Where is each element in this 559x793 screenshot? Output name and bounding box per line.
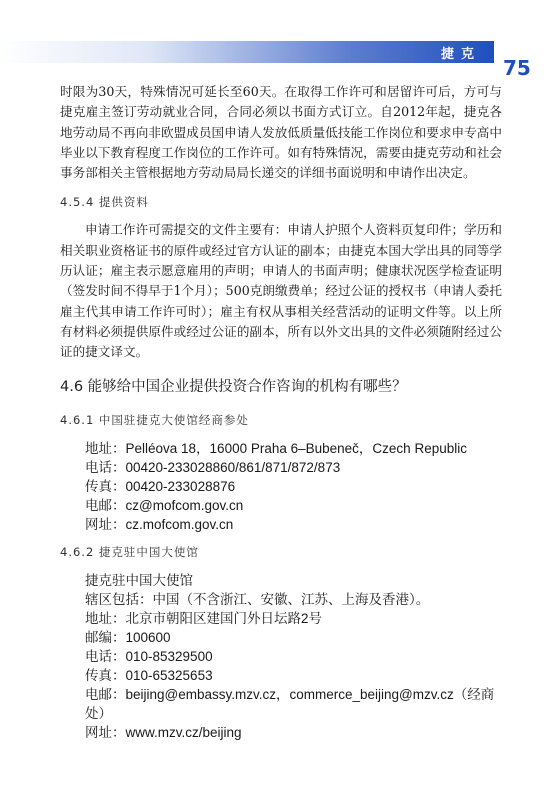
website-line: 网址：www.mzv.cz/beijing: [85, 724, 242, 740]
intro-paragraph: 时限为30天，特殊情况可延长至60天。在取得工作许可和居留许可后，方可与捷克雇主签订劳动就业合同，合同必须以书面方式订立。自2012年起，捷克各地劳动局不再向非欧盟成员国申请人发放低质量低技能工作岗位和要求申专高中毕业以下教育程度工作岗位的工作许可。如有特殊情况，需要由捷克劳动和社会事务部相关主管根据地方劳动局局长递交的详细书面说明和申请作出决定。: [60, 84, 502, 181]
phone-line: 电话：00420-233028860/861/871/872/873: [85, 459, 341, 475]
header-banner: [0, 41, 494, 63]
fax-line: 传真：010-65325653: [85, 667, 213, 683]
jurisdiction-line: 辖区包括：中国（不含浙江、安徽、江苏、上海及香港）。: [85, 591, 430, 607]
czech-embassy-contacts: [60, 571, 502, 742]
address-line: 地址：Pelléova 18，16000 Praha 6–Bubeneč，Czech Republic: [85, 440, 467, 456]
fax-line: 传真：00420-233028876: [85, 478, 236, 494]
page-body: [60, 82, 502, 742]
embassy-name-line: 捷克驻中国大使馆: [85, 572, 193, 588]
subsection-heading-4-5-4: 4.5.4 提供资料: [60, 195, 149, 210]
running-header-title: 捷克: [440, 47, 481, 62]
email-line: 电邮：beijing@embassy.mzv.cz，commerce_beijing@mzv.cz（经商处）: [85, 686, 495, 721]
subsection-heading-4-6-2: 4.6.2 捷克驻中国大使馆: [60, 544, 199, 559]
embassy-commercial-office-contacts: [60, 439, 502, 534]
documents-paragraph: 申请工作许可需提交的文件主要有：申请人护照个人资料页复印件；学历和相关职业资格证书的原件或经过官方认证的副本；由捷克本国大学出具的同等学历认证；雇主表示愿意雇用的声明；申请人的书面声明；健康状况医学检查证明（签发时间不得早于1个月）；500克朗缴费单；经过公证的授权书（申请人委托雇主代其申请工作许可时）；雇主有权从事相关经营活动的证明文件等。以上所有材料必须提供原件或经过公证的副本，所有以外文出具的文件必须随附经过公证的捷文译文。: [60, 222, 502, 360]
phone-line: 电话：010-85329500: [85, 648, 213, 664]
website-line: 网址：cz.mofcom.gov.cn: [85, 516, 234, 532]
section-heading-4-6: 4.6 能够给中国企业提供投资合作咨询的机构有哪些？: [60, 378, 407, 395]
subsection-heading-4-6-1: 4.6.1 中国驻捷克大使馆经商参处: [60, 412, 249, 427]
email-line: 电邮：cz@mofcom.gov.cn: [85, 497, 244, 513]
address-line: 地址：北京市朝阳区建国门外日坛路2号: [85, 610, 323, 626]
page-number: 75: [503, 56, 531, 80]
postcode-line: 邮编：100600: [85, 629, 171, 645]
